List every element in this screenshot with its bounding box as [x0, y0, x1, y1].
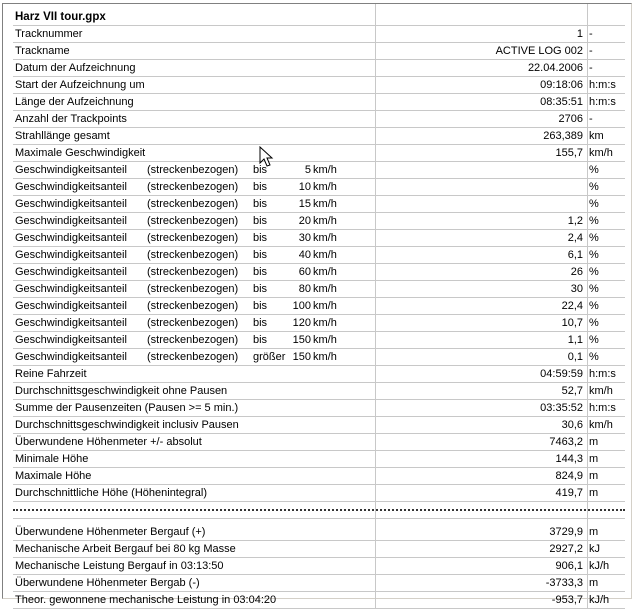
speed-label-part-b: (streckenbezogen): [147, 283, 239, 295]
row-value: 0,1: [567, 351, 583, 363]
row-label: [13, 264, 375, 280]
row-unit: kJ: [589, 543, 600, 555]
row-label: [13, 213, 375, 229]
row-value: 1,1: [567, 334, 583, 346]
row-unit: m: [589, 487, 599, 499]
speed-label-part-e: km/h: [313, 334, 337, 346]
row-unit: km/h: [589, 385, 613, 397]
speed-label-part-e: km/h: [313, 300, 337, 312]
row-unit: m: [589, 526, 599, 538]
row-unit: h:m:s: [589, 96, 616, 108]
table-row: [13, 417, 625, 434]
speed-label-part-d: 150: [292, 351, 311, 363]
row-value: 22,4: [561, 300, 583, 312]
speed-label-part-a: Geschwindigkeitsanteil: [15, 249, 127, 261]
table-row: [13, 383, 625, 400]
row-label: Länge der Aufzeichnung: [15, 96, 134, 108]
row-unit: %: [589, 351, 599, 363]
row-label: [13, 230, 375, 246]
row-unit: %: [589, 300, 599, 312]
speed-label-part-e: km/h: [313, 164, 337, 176]
row-label: [13, 315, 375, 331]
speed-share-row: [13, 298, 625, 315]
row-value: ACTIVE LOG 002: [495, 45, 583, 57]
row-label: Strahllänge gesamt: [15, 130, 110, 142]
row-value: 30,6: [561, 419, 583, 431]
row-unit: %: [589, 181, 599, 193]
row-value: 09:18:06: [540, 79, 583, 91]
row-unit: kJ/h: [589, 560, 610, 572]
speed-label-part-d: 120: [292, 317, 311, 329]
row-unit: %: [589, 266, 599, 278]
speed-label-part-b: (streckenbezogen): [147, 164, 239, 176]
row-value: 2,4: [567, 232, 583, 244]
speed-label-part-e: km/h: [313, 351, 337, 363]
row-unit: m: [589, 453, 599, 465]
speed-label-part-c: bis: [253, 283, 268, 295]
row-label: [13, 298, 375, 314]
dotted-separator: [13, 509, 625, 511]
speed-label-part-c: größer: [253, 351, 286, 363]
row-unit: -: [589, 28, 593, 40]
speed-label-part-b: (streckenbezogen): [147, 198, 239, 210]
row-unit: -: [589, 113, 593, 125]
speed-share-row: [13, 162, 625, 179]
row-value: 08:35:51: [540, 96, 583, 108]
row-unit: m: [589, 436, 599, 448]
table-row: [13, 77, 625, 94]
row-value: 906,1: [555, 560, 583, 572]
speed-share-row: [13, 281, 625, 298]
row-unit: m: [589, 577, 599, 589]
mouse-pointer-icon: [259, 146, 275, 168]
row-label: Überwundene Höhenmeter Bergab (-): [15, 577, 200, 589]
row-label: [13, 281, 375, 297]
speed-label-part-e: km/h: [313, 232, 337, 244]
title-value-empty: [375, 9, 587, 25]
table-row: [13, 558, 625, 575]
speed-label-part-d: 15: [298, 198, 311, 210]
speed-label-part-d: 150: [292, 334, 311, 346]
speed-label-part-e: km/h: [313, 317, 337, 329]
row-value: [375, 179, 587, 195]
row-label: Mechanische Leistung Bergauf in 03:13:50: [15, 560, 224, 572]
speed-share-row: [13, 315, 625, 332]
speed-label-part-d: 100: [292, 300, 311, 312]
table-row: [13, 145, 625, 162]
speed-share-row: [13, 349, 625, 366]
speed-label-part-c: bis: [253, 198, 268, 210]
row-value: 26: [570, 266, 583, 278]
speed-label-part-b: (streckenbezogen): [147, 300, 239, 312]
speed-label-part-a: Geschwindigkeitsanteil: [15, 351, 127, 363]
row-value: 1,2: [567, 215, 583, 227]
column-divider: [587, 4, 588, 609]
row-unit: -: [589, 62, 593, 74]
speed-label-part-c: bis: [253, 215, 268, 227]
row-label: [13, 162, 375, 178]
speed-label-part-d: 30: [298, 232, 311, 244]
row-label: Tracknummer: [15, 28, 83, 40]
table-row: [13, 451, 625, 468]
row-label: Überwundene Höhenmeter Bergauf (+): [15, 526, 206, 538]
title-row: [13, 9, 625, 26]
row-value: 30: [570, 283, 583, 295]
row-label: Anzahl der Trackpoints: [15, 113, 127, 125]
row-label: Durchschnittsgeschwindigkeit ohne Pausen: [15, 385, 228, 397]
speed-label-part-e: km/h: [313, 198, 337, 210]
row-label: Durchschnittsgeschwindigkeit inclusiv Pausen: [15, 419, 239, 431]
table-row: [13, 43, 625, 60]
table-row: [13, 128, 625, 145]
table-row: [13, 366, 625, 383]
row-label: [13, 332, 375, 348]
row-value: 7463,2: [549, 436, 583, 448]
row-label: Durchschnittliche Höhe (Höhenintegral): [15, 487, 207, 499]
row-unit: -: [589, 45, 593, 57]
table-row: [13, 468, 625, 485]
speed-label-part-d: 5: [304, 164, 311, 176]
row-value: 52,7: [561, 385, 583, 397]
row-value: 22.04.2006: [527, 62, 583, 74]
speed-label-part-c: bis: [253, 334, 268, 346]
row-value: 419,7: [555, 487, 583, 499]
speed-label-part-c: bis: [253, 164, 268, 176]
row-value: 6,1: [567, 249, 583, 261]
row-value: 04:59:59: [540, 368, 583, 380]
row-label: Theor. gewonnene mechanische Leistung in 03:04:20: [15, 594, 277, 606]
speed-label-part-a: Geschwindigkeitsanteil: [15, 300, 127, 312]
speed-share-row: [13, 264, 625, 281]
speed-label-part-e: km/h: [313, 249, 337, 261]
row-unit: h:m:s: [589, 79, 616, 91]
speed-label-part-b: (streckenbezogen): [147, 317, 239, 329]
table-row: [13, 434, 625, 451]
table-row: [13, 60, 625, 77]
table-row: [13, 111, 625, 128]
row-value: [375, 162, 587, 178]
row-unit: km/h: [589, 147, 613, 159]
row-label: Überwundene Höhenmeter +/- absolut: [15, 436, 202, 448]
row-unit: %: [589, 334, 599, 346]
speed-label-part-c: bis: [253, 300, 268, 312]
row-unit: %: [589, 215, 599, 227]
table-row: [13, 400, 625, 417]
speed-label-part-c: bis: [253, 232, 268, 244]
speed-label-part-a: Geschwindigkeitsanteil: [15, 317, 127, 329]
stats-table-panel: [2, 3, 632, 606]
row-unit: km: [589, 130, 604, 142]
speed-share-row: [13, 213, 625, 230]
row-label: Mechanische Arbeit Bergauf bei 80 kg Masse: [15, 543, 236, 555]
speed-label-part-a: Geschwindigkeitsanteil: [15, 181, 127, 193]
speed-label-part-a: Geschwindigkeitsanteil: [15, 283, 127, 295]
row-value: 144,3: [555, 453, 583, 465]
speed-label-part-e: km/h: [313, 283, 337, 295]
speed-label-part-b: (streckenbezogen): [147, 334, 239, 346]
speed-share-row: [13, 196, 625, 213]
row-unit: %: [589, 198, 599, 210]
row-label: Trackname: [15, 45, 70, 57]
speed-share-row: [13, 332, 625, 349]
speed-label-part-c: bis: [253, 317, 268, 329]
speed-label-part-c: bis: [253, 249, 268, 261]
speed-label-part-a: Geschwindigkeitsanteil: [15, 232, 127, 244]
row-label: Maximale Geschwindigkeit: [15, 147, 146, 159]
row-unit: %: [589, 283, 599, 295]
row-value: 824,9: [555, 470, 583, 482]
table-row: [13, 94, 625, 111]
speed-label-part-a: Geschwindigkeitsanteil: [15, 198, 127, 210]
row-value: 3729,9: [549, 526, 583, 538]
row-value: [375, 196, 587, 212]
row-label: Datum der Aufzeichnung: [15, 62, 136, 74]
row-unit: h:m:s: [589, 368, 616, 380]
row-unit: m: [589, 470, 599, 482]
speed-label-part-d: 20: [298, 215, 311, 227]
file-title: Harz VII tour.gpx: [15, 11, 106, 23]
speed-label-part-e: km/h: [313, 266, 337, 278]
speed-label-part-a: Geschwindigkeitsanteil: [15, 334, 127, 346]
speed-share-row: [13, 179, 625, 196]
speed-label-part-c: bis: [253, 181, 268, 193]
table-row: [13, 575, 625, 592]
row-label: Minimale Höhe: [15, 453, 89, 465]
table-row: [13, 541, 625, 558]
speed-share-row: [13, 247, 625, 264]
row-unit: kJ/h: [589, 594, 610, 606]
table-row: [13, 485, 625, 502]
speed-label-part-d: 60: [298, 266, 311, 278]
table-row: [13, 26, 625, 43]
row-label: Summe der Pausenzeiten (Pausen >= 5 min.): [15, 402, 239, 414]
speed-label-part-a: Geschwindigkeitsanteil: [15, 215, 127, 227]
row-label: [13, 247, 375, 263]
row-label: Maximale Höhe: [15, 470, 92, 482]
row-label: Reine Fahrzeit: [15, 368, 87, 380]
row-value: 263,389: [543, 130, 583, 142]
speed-label-part-e: km/h: [313, 181, 337, 193]
speed-label-part-b: (streckenbezogen): [147, 266, 239, 278]
row-label: [13, 179, 375, 195]
speed-label-part-a: Geschwindigkeitsanteil: [15, 164, 127, 176]
speed-label-part-a: Geschwindigkeitsanteil: [15, 266, 127, 278]
row-label: [13, 196, 375, 212]
row-value: 2927,2: [549, 543, 583, 555]
speed-share-row: [13, 230, 625, 247]
speed-label-part-b: (streckenbezogen): [147, 181, 239, 193]
row-unit: %: [589, 164, 599, 176]
column-divider: [375, 4, 376, 609]
speed-label-part-b: (streckenbezogen): [147, 232, 239, 244]
row-value: -953,7: [551, 594, 583, 606]
speed-label-part-b: (streckenbezogen): [147, 351, 239, 363]
row-unit: %: [589, 317, 599, 329]
row-value: 2706: [558, 113, 583, 125]
row-unit: %: [589, 232, 599, 244]
speed-label-part-b: (streckenbezogen): [147, 249, 239, 261]
row-unit: km/h: [589, 419, 613, 431]
row-value: 155,7: [555, 147, 583, 159]
speed-label-part-b: (streckenbezogen): [147, 215, 239, 227]
table-row: [13, 524, 625, 541]
row-value: 10,7: [561, 317, 583, 329]
speed-label-part-d: 80: [298, 283, 311, 295]
speed-label-part-d: 10: [298, 181, 311, 193]
title-unit-empty: [587, 9, 627, 25]
row-unit: %: [589, 249, 599, 261]
row-unit: h:m:s: [589, 402, 616, 414]
row-label: Start der Aufzeichnung um: [15, 79, 145, 91]
row-value: -3733,3: [545, 577, 583, 589]
speed-label-part-c: bis: [253, 266, 268, 278]
row-value: 1: [576, 28, 583, 40]
row-label: [13, 349, 375, 365]
speed-label-part-e: km/h: [313, 215, 337, 227]
table-row: [13, 592, 625, 609]
speed-label-part-d: 40: [298, 249, 311, 261]
row-value: 03:35:52: [540, 402, 583, 414]
